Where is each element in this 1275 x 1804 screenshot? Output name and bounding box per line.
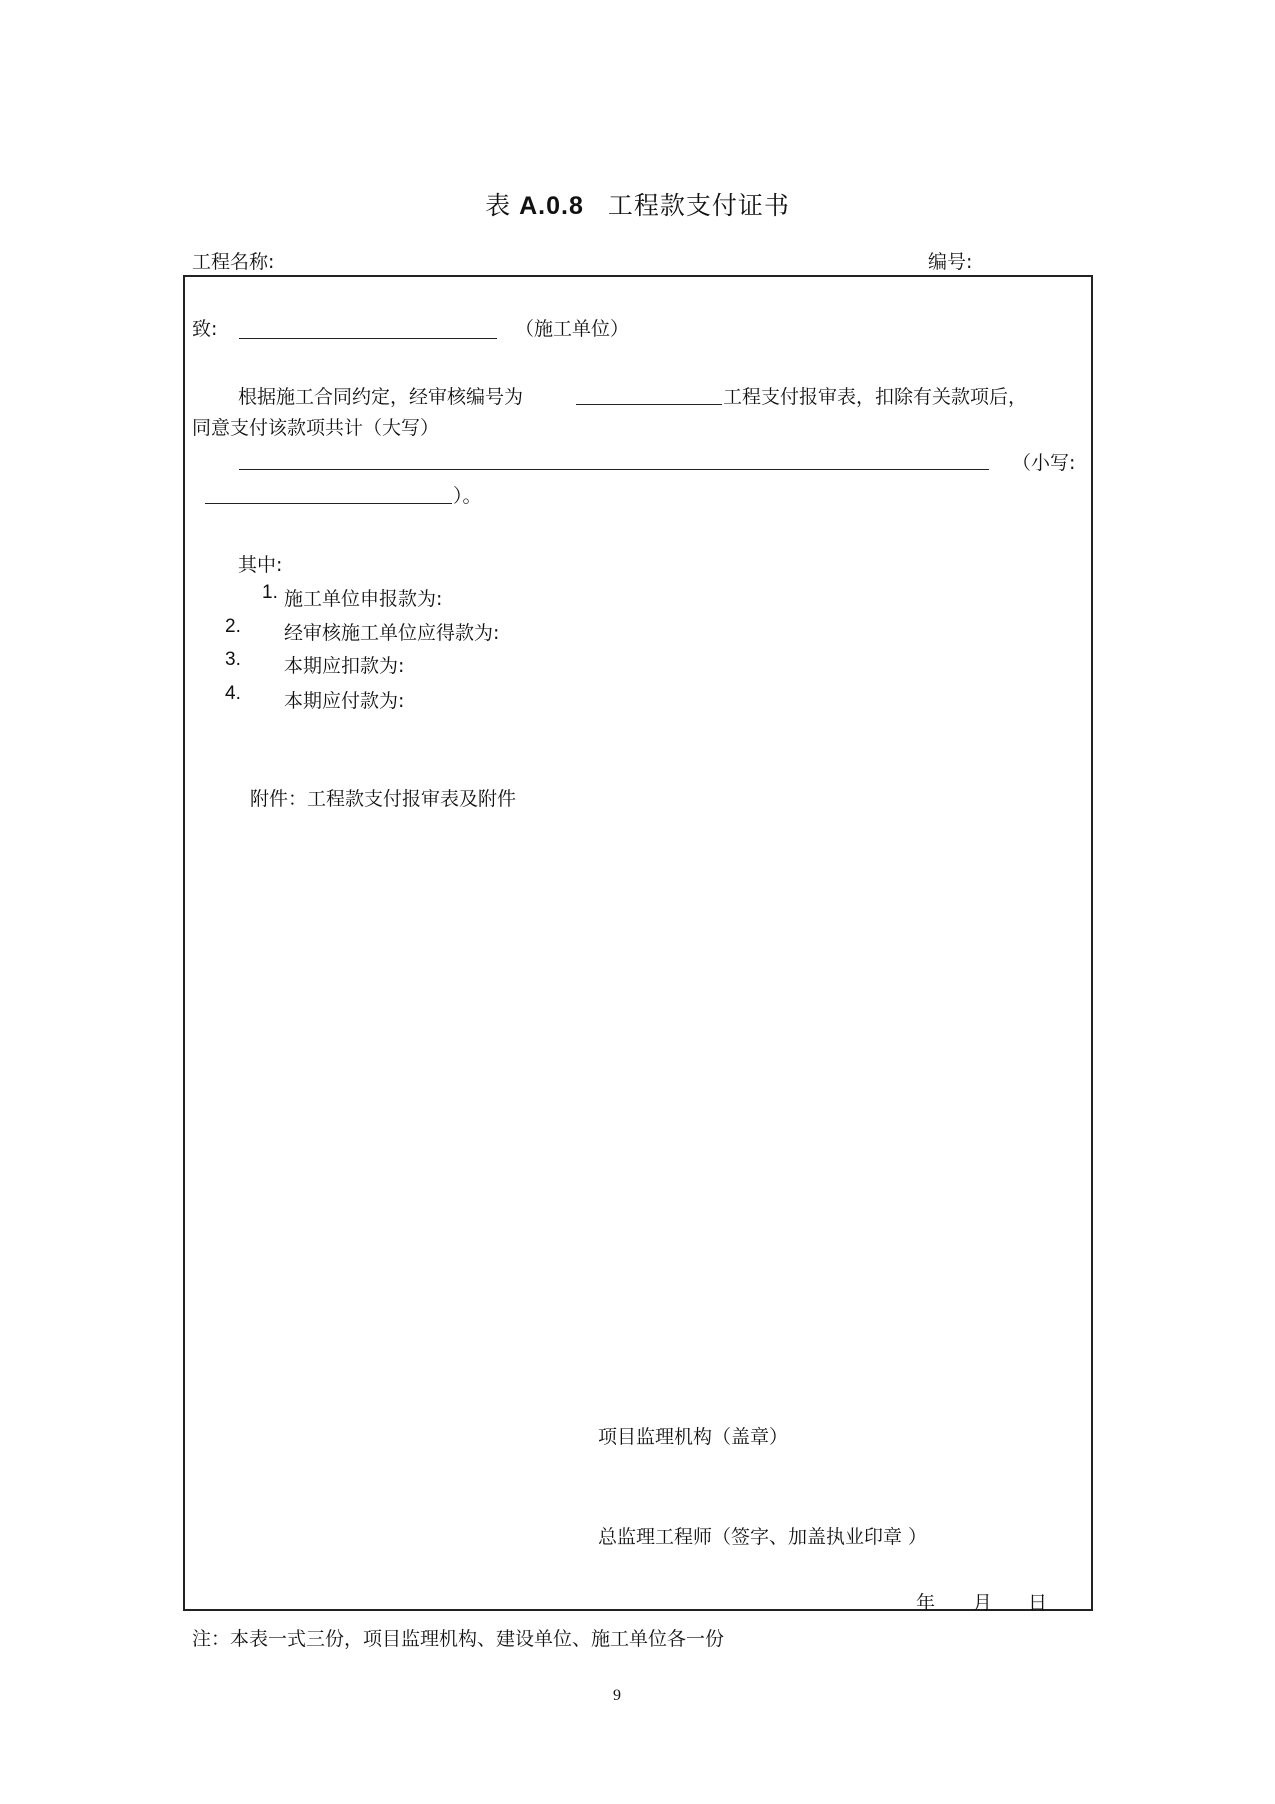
page-number: 9 bbox=[613, 1687, 621, 1704]
form-number-label: 编号: bbox=[928, 251, 973, 273]
amount-in-figures-blank[interactable] bbox=[205, 503, 452, 504]
supervision-org-stamp: 项目监理机构（盖章） bbox=[598, 1426, 789, 1448]
to-label: 致: bbox=[192, 318, 218, 340]
item-3-number: 3. bbox=[225, 649, 241, 670]
date-month: 月 bbox=[973, 1592, 993, 1614]
paragraph-line-2: 同意支付该款项共计（大写） bbox=[192, 417, 440, 439]
date-year: 年 bbox=[916, 1592, 936, 1614]
attachment-text: 附件：工程款支付报审表及附件 bbox=[250, 788, 517, 810]
item-2-text: 经审核施工单位应得款为: bbox=[284, 622, 500, 644]
amount-close-paren: ）。 bbox=[453, 485, 482, 507]
amount-in-figures-label: （小写: bbox=[1012, 452, 1076, 474]
among-label: 其中: bbox=[238, 554, 283, 576]
item-2-number: 2. bbox=[225, 616, 241, 637]
recipient-blank[interactable] bbox=[239, 338, 497, 339]
recipient-type-label: （施工单位） bbox=[515, 318, 630, 340]
item-1-text: 施工单位申报款为: bbox=[284, 588, 443, 610]
form-name: 工程款支付证书 bbox=[607, 191, 790, 220]
chief-engineer-signature: 总监理工程师（签字、加盖执业印章 ） bbox=[598, 1526, 928, 1548]
project-name-label: 工程名称: bbox=[192, 251, 275, 273]
amount-in-words-blank[interactable] bbox=[239, 469, 989, 470]
page-title bbox=[0, 186, 1275, 222]
item-3-text: 本期应扣款为: bbox=[284, 655, 405, 677]
item-1-number: 1. bbox=[262, 582, 278, 603]
form-code: A.0.8 bbox=[519, 192, 584, 220]
paragraph-line-1b: 工程支付报审表，扣除有关款项后， bbox=[723, 386, 1028, 408]
form-box bbox=[183, 275, 1093, 1611]
report-number-blank[interactable] bbox=[576, 404, 722, 405]
paragraph-line-1a: 根据施工合同约定，经审核编号为 bbox=[238, 386, 524, 408]
title-prefix: 表 bbox=[485, 191, 512, 220]
footnote: 注：本表一式三份，项目监理机构、建设单位、施工单位各一份 bbox=[192, 1628, 725, 1650]
item-4-text: 本期应付款为: bbox=[284, 690, 405, 712]
item-4-number: 4. bbox=[225, 683, 241, 704]
date-day: 日 bbox=[1028, 1592, 1048, 1614]
